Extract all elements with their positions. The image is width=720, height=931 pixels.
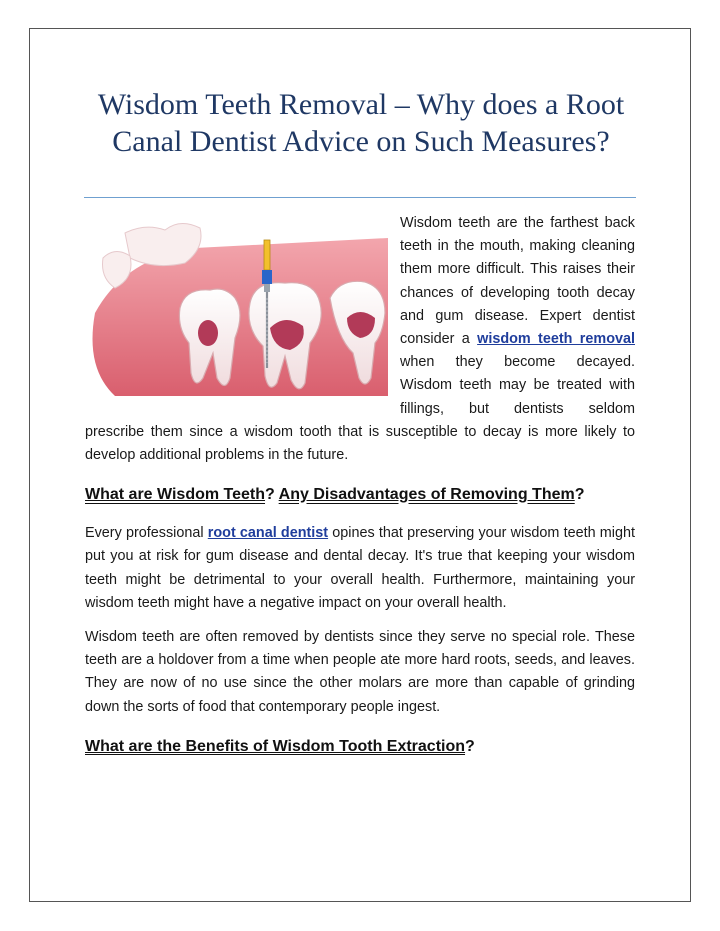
article-title: Wisdom Teeth Removal – Why does a Root Canal Dentist Advice on Such Measures? (97, 88, 625, 158)
heading-part-1: What are Wisdom Teeth (85, 486, 266, 504)
article-body (85, 212, 635, 774)
wisdom-teeth-removal-link[interactable]: wisdom teeth removal (477, 331, 635, 348)
intro-text-continued: when they become decayed. Wisdom teeth may be treated with fillings, but dentists seldom prescribe them since a wisdom tooth that is susceptible to decay is more likely to develop additional problems in the future. (85, 354, 635, 464)
root-canal-teeth-image (85, 218, 388, 396)
root-canal-dentist-link[interactable]: root canal dentist (207, 525, 329, 542)
para2-text: Every professional (85, 525, 208, 542)
heading-part-2: Any Disadvantages of Removing Them (278, 486, 575, 504)
para2-text-continued: opines that preserving your wisdom teeth might put you at risk for gum disease and dental decay. It's true that keeping your wisdom teeth might be detrimental to your overall health. Furthermore, maintaining your wisdom teeth might have a negative impact on your overall health. (85, 525, 635, 611)
section-heading-wisdom-teeth (85, 484, 635, 506)
professional-opinion-paragraph (85, 522, 635, 615)
heading-separator: ? (265, 486, 279, 504)
benefits-heading-end-mark: ? (465, 737, 475, 755)
intro-text: Wisdom teeth are the farthest back teeth in the mouth, making cleaning them more difficult. This raises their chances of developing tooth decay and gum disease. Expert dentist consider a (400, 215, 635, 348)
removal-reason-paragraph: Wisdom teeth are often removed by dentists since they serve no special role. These teeth are a holdover from a time when people ate more hard roots, seeds, and leaves. They are now of no use since the other molars are more than capable of grinding down the sorts of food that contemporary people ingest. (85, 629, 635, 715)
section-heading-benefits (85, 736, 635, 758)
heading-end-mark: ? (574, 486, 585, 504)
title-divider (84, 197, 636, 198)
benefits-heading-text: What are the Benefits of Wisdom Tooth Extraction (85, 737, 466, 755)
